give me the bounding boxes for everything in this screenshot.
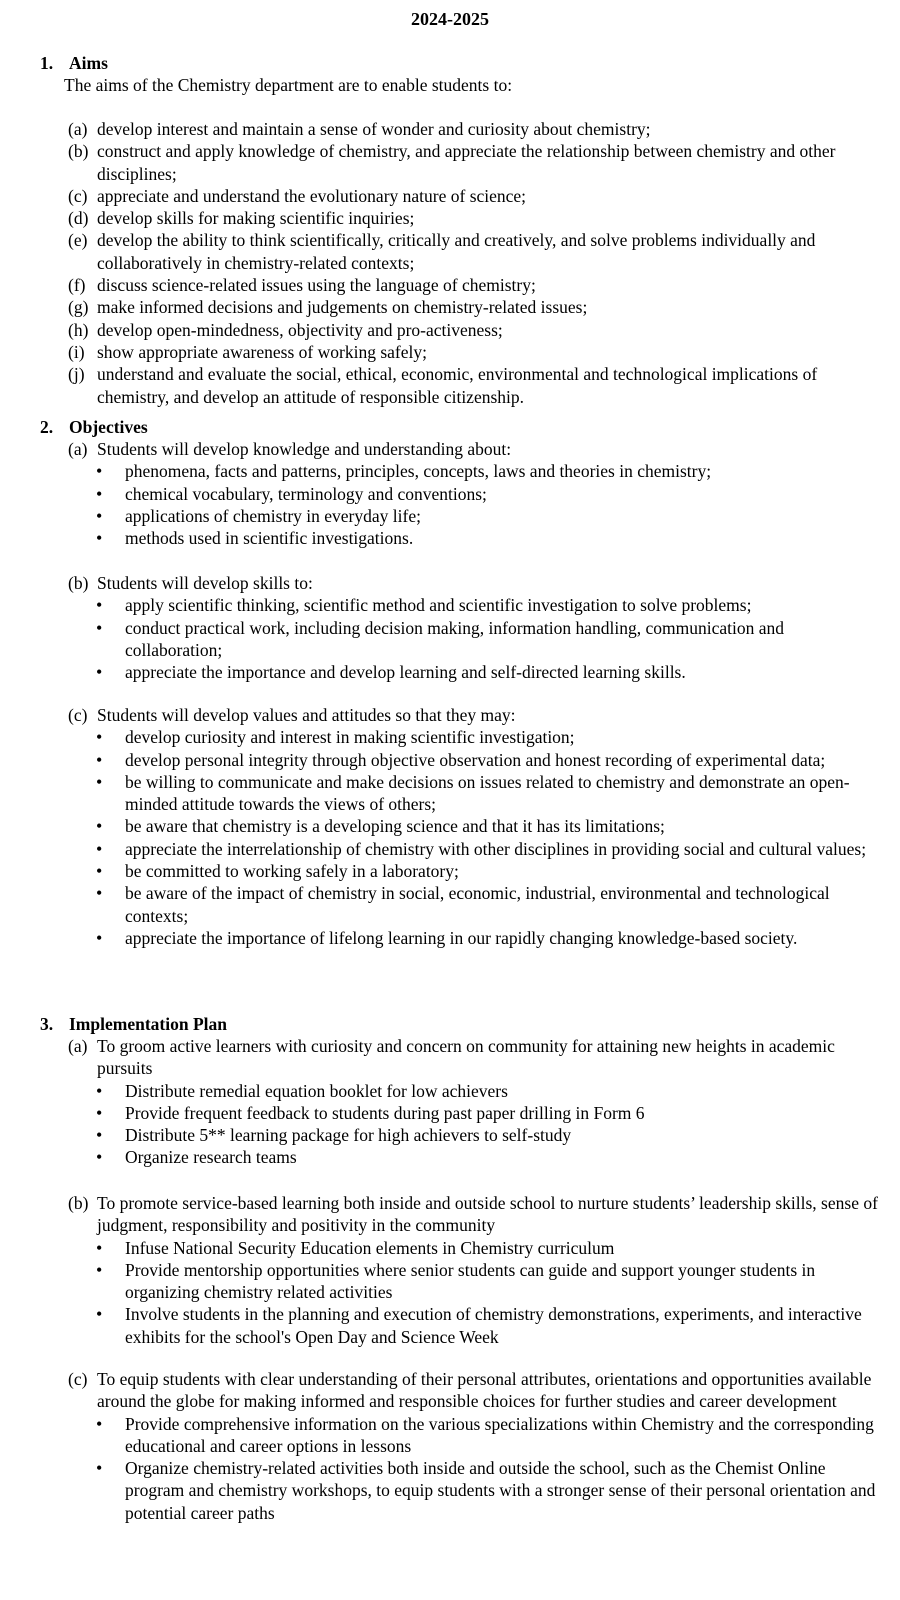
aims-title: Aims — [69, 53, 108, 73]
implementation-group-b — [68, 1192, 878, 1348]
aims-item: (j) understand and evaluate the social, ethical, economic, environmental and technological implications of chemistry, and develop an attitude of responsible citizenship. — [68, 364, 818, 407]
bullet-list — [68, 726, 878, 949]
bullet-item: • apply scientific thinking, scientific method and scientific investigation to solve problems; — [68, 594, 878, 616]
implementation-group-heading: (b) To promote service-based learning both inside and outside school to nurture students’ leadership skills, sense of judgment, responsibility and positivity in the community — [68, 1193, 878, 1236]
aims-item: (a) develop interest and maintain a sense of wonder and curiosity about chemistry; — [68, 119, 651, 139]
implementation-heading — [40, 1013, 227, 1035]
bullet-item: • appreciate the importance and develop learning and self-directed learning skills. — [68, 661, 878, 683]
bullet-list — [68, 1080, 878, 1169]
bullet-item: • Distribute 5** learning package for high achievers to self-study — [68, 1124, 878, 1146]
aims-item: (b) construct and apply knowledge of chemistry, and appreciate the relationship between chemistry and other disciplines; — [68, 141, 836, 184]
bullet-list — [68, 1413, 878, 1524]
bullet-item: • methods used in scientific investigations. — [68, 527, 878, 549]
implementation-title: Implementation Plan — [69, 1014, 227, 1034]
aims-item: (i) show appropriate awareness of working safely; — [68, 341, 427, 362]
objectives-group-heading: (b) Students will develop skills to: — [68, 573, 313, 593]
objectives-title: Objectives — [69, 417, 148, 437]
bullet-item: • develop personal integrity through objective observation and honest recording of experimental data; — [68, 749, 878, 771]
objectives-heading — [40, 416, 148, 438]
objectives-group-a — [68, 438, 878, 549]
bullet-item: • Organize research teams — [68, 1146, 878, 1168]
bullet-item: • chemical vocabulary, terminology and conventions; — [68, 483, 878, 505]
bullet-item: • appreciate the interrelationship of chemistry with other disciplines in providing social and cultural values; — [68, 838, 878, 860]
document-year-title: 2024-2025 — [411, 9, 489, 29]
bullet-list — [68, 1237, 878, 1348]
objectives-group-c — [68, 704, 878, 949]
implementation-number: 3. — [40, 1014, 54, 1034]
aims-item: (f) discuss science-related issues using the language of chemistry; — [68, 275, 536, 296]
aims-item: (c) appreciate and understand the evolutionary nature of science; — [68, 185, 527, 206]
bullet-item: • Infuse National Security Education elements in Chemistry curriculum — [68, 1237, 878, 1259]
aims-item: (d) develop skills for making scientific inquiries; — [68, 208, 415, 229]
bullet-item: • Organize chemistry-related activities both inside and outside the school, such as the Chemist Online program and chemistry workshops, to equip students with a stronger sense of their personal orientation and potential career paths — [68, 1457, 878, 1524]
aims-number: 1. — [40, 53, 54, 73]
bullet-item: • conduct practical work, including decision making, information handling, communication and collaboration; — [68, 617, 878, 662]
aims-intro: The aims of the Chemistry department are to enable students to: — [64, 75, 513, 95]
objectives-group-heading: (a) Students will develop knowledge and understanding about: — [68, 439, 512, 459]
implementation-group-a — [68, 1035, 878, 1169]
implementation-group-heading: (c) To equip students with clear understanding of their personal attributes, orientations and opportunities available around the globe for making informed and responsible choices for further studies and career development — [68, 1369, 872, 1412]
bullet-item: • develop curiosity and interest in making scientific investigation; — [68, 726, 878, 748]
aims-item: (g) make informed decisions and judgements on chemistry-related issues; — [68, 297, 588, 318]
implementation-group-heading: (a) To groom active learners with curiosity and concern on community for attaining new heights in academic pursuits — [68, 1036, 835, 1079]
bullet-item: • applications of chemistry in everyday life; — [68, 505, 878, 527]
objectives-group-heading: (c) Students will develop values and attitudes so that they may: — [68, 705, 516, 725]
bullet-item: • Provide mentorship opportunities where senior students can guide and support younger students in organizing chemistry related activities — [68, 1259, 878, 1304]
bullet-item: • appreciate the importance of lifelong learning in our rapidly changing knowledge-based society. — [68, 927, 878, 949]
bullet-item: • Involve students in the planning and execution of chemistry demonstrations, experiments, and interactive exhibits for the school's Open Day and Science Week — [68, 1303, 878, 1348]
aims-item: (e) develop the ability to think scientifically, critically and creatively, and solve problems individually and collaboratively in chemistry-related contexts; — [68, 230, 816, 273]
aims-heading — [40, 52, 108, 74]
objectives-number: 2. — [40, 417, 54, 437]
bullet-item: • be willing to communicate and make decisions on issues related to chemistry and demonstrate an open-minded attitude towards the views of others; — [68, 771, 878, 816]
implementation-group-c — [68, 1368, 878, 1524]
bullet-item: • Distribute remedial equation booklet for low achievers — [68, 1080, 878, 1102]
objectives-group-b — [68, 572, 878, 683]
bullet-item: • be aware of the impact of chemistry in social, economic, industrial, environmental and technological contexts; — [68, 882, 878, 927]
bullet-item: • be aware that chemistry is a developing science and that it has its limitations; — [68, 815, 878, 837]
bullet-item: • Provide comprehensive information on the various specializations within Chemistry and the corresponding educational and career options in lessons — [68, 1413, 878, 1458]
bullet-item: • Provide frequent feedback to students during past paper drilling in Form 6 — [68, 1102, 878, 1124]
bullet-item: • be committed to working safely in a laboratory; — [68, 860, 878, 882]
bullet-list — [68, 460, 878, 549]
aims-list — [68, 118, 868, 408]
bullet-item: • phenomena, facts and patterns, principles, concepts, laws and theories in chemistry; — [68, 460, 878, 482]
bullet-list — [68, 594, 878, 683]
aims-item: (h) develop open-mindedness, objectivity and pro-activeness; — [68, 319, 503, 340]
